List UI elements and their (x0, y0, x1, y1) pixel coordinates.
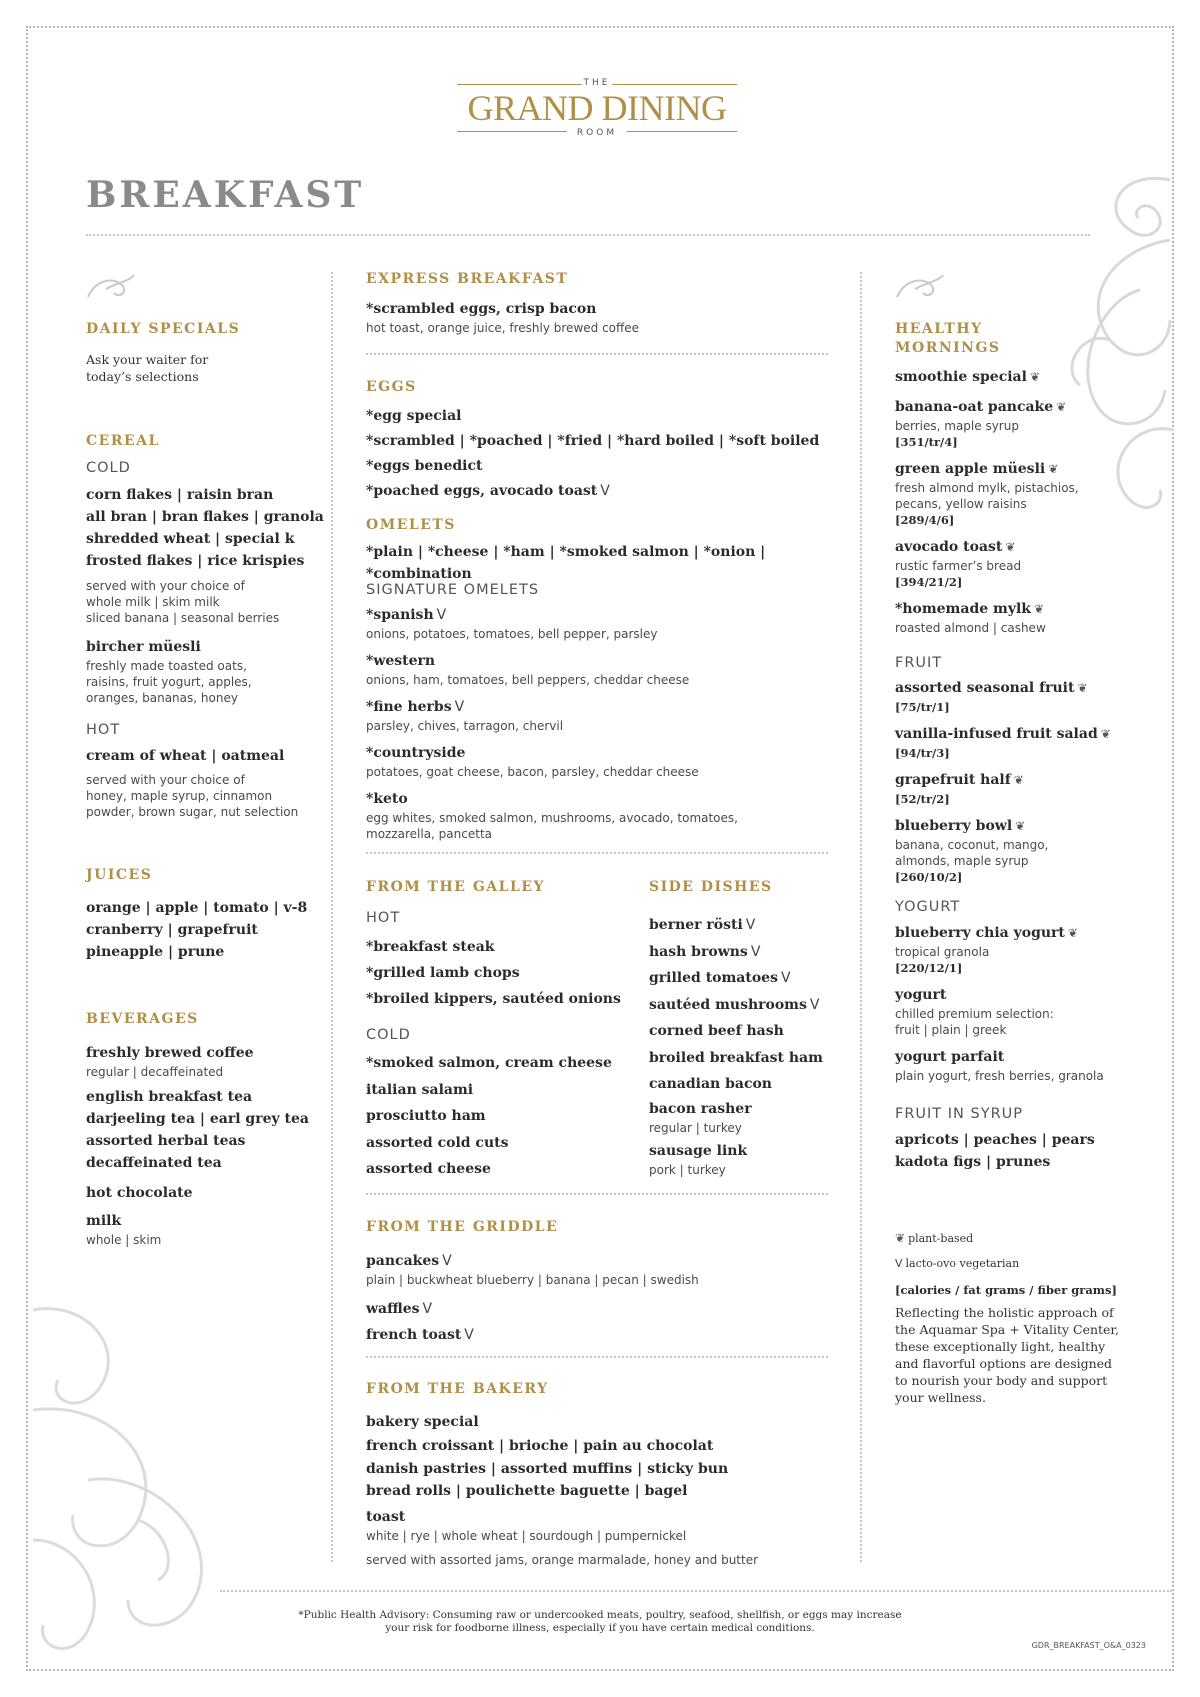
menu-item: assorted cheese (366, 1161, 491, 1177)
menu-item: cranberry | grapefruit (86, 922, 258, 938)
leaf-icon: ❦ (895, 1231, 906, 1245)
menu-item: *breakfast steak (366, 939, 495, 955)
menu-item: *spanish (366, 607, 434, 623)
menu-item: *poached eggs, avocado toast (366, 483, 598, 499)
item-description: whole | skim (86, 1233, 162, 1247)
item-description: mozzarella, pancetta (366, 827, 493, 841)
menu-item: yogurt parfait (895, 1049, 1005, 1065)
ornament-scroll-icon (28, 1290, 248, 1670)
vegetarian-v-icon: V (454, 699, 465, 715)
omelets-heading: OMELETS (366, 517, 456, 533)
leaf-icon: ❦ (1067, 926, 1078, 940)
galley-cold-label: COLD (366, 1027, 411, 1043)
item-description: plain yogurt, fresh berries, granola (895, 1069, 1104, 1083)
item-description: raisins, fruit yogurt, apples, (86, 675, 252, 689)
item-description: rustic farmer’s bread (895, 559, 1022, 573)
item-description: almonds, maple syrup (895, 854, 1029, 868)
menu-item: english breakfast tea (86, 1089, 253, 1105)
fruit-in-syrup-label: FRUIT IN SYRUP (895, 1106, 1023, 1122)
beverages-heading: BEVERAGES (86, 1011, 199, 1027)
leaf-icon: ❦ (1013, 773, 1024, 787)
menu-item: corned beef hash (649, 1023, 784, 1039)
menu-item: blueberry bowl (895, 818, 1013, 834)
menu-item: bircher müesli (86, 639, 201, 655)
leaf-icon: ❦ (1029, 370, 1040, 384)
item-description: parsley, chives, tarragon, chervil (366, 719, 564, 733)
menu-item: broiled breakfast ham (649, 1049, 823, 1066)
logo-name: GRAND DINING (467, 88, 727, 128)
vegetarian-v-icon: V (600, 483, 610, 499)
menu-item: *smoked salmon, cream cheese (366, 1055, 612, 1071)
section-divider (366, 1193, 828, 1195)
leaf-icon: ❦ (1100, 727, 1111, 741)
menu-item: kadota figs | prunes (895, 1154, 1051, 1170)
column-divider (860, 272, 862, 1562)
leaf-icon: ❦ (1077, 681, 1088, 695)
logo-bottom: ROOM (576, 128, 618, 138)
daily-specials-text: Ask your waiter for (86, 352, 209, 367)
nutrition-values: [220/12/1] (895, 961, 963, 975)
vegetarian-v-icon: V (809, 996, 820, 1013)
signature-omelets-label: SIGNATURE OMELETS (366, 582, 540, 598)
eggs-heading: EGGS (366, 379, 417, 395)
legend (895, 1230, 1135, 1406)
item-description: chilled premium selection: (895, 1007, 1054, 1021)
item-description: served with your choice of (86, 773, 245, 787)
item-description: fruit | plain | greek (895, 1023, 1007, 1037)
menu-item: milk (86, 1213, 122, 1229)
menu-item: sautéed mushrooms (649, 996, 807, 1013)
item-description: powder, brown sugar, nut selection (86, 805, 299, 819)
menu-item: pancakes (366, 1253, 440, 1269)
wellness-text: to nourish your body and support (895, 1373, 1108, 1388)
menu-item: freshly brewed coffee (86, 1045, 254, 1061)
health-advisory (260, 1609, 940, 1635)
document-code: GDR_BREAKFAST_O&A_0323 (1031, 1641, 1146, 1650)
legend-nutrition-key: [calories / fat grams / fiber grams] (895, 1283, 1117, 1297)
menu-item: danish pastries | assorted muffins | sticky bun (366, 1461, 729, 1477)
menu-item: assorted seasonal fruit (895, 680, 1075, 696)
menu-item: *keto (366, 791, 408, 807)
menu-item: prosciutto ham (366, 1108, 486, 1124)
galley-hot-label: HOT (366, 910, 401, 926)
nutrition-values: [289/4/6] (895, 513, 955, 527)
menu-item: corn flakes | raisin bran (86, 487, 274, 503)
menu-item: cream of wheat | oatmeal (86, 748, 285, 764)
menu-item: avocado toast (895, 539, 1003, 555)
menu-item: french croissant | brioche | pain au chocolat (366, 1438, 714, 1454)
menu-item: green apple müesli (895, 461, 1046, 477)
menu-item: banana-oat pancake (895, 399, 1054, 415)
item-description: oranges, bananas, honey (86, 691, 238, 705)
item-description: served with your choice of (86, 579, 245, 593)
yogurt-label: YOGURT (895, 899, 961, 915)
vegetarian-v-icon: V (750, 943, 761, 960)
vegetarian-v-icon: V (422, 1301, 433, 1317)
side-dishes-heading: SIDE DISHES (649, 879, 773, 895)
menu-item: hash browns (649, 943, 748, 960)
menu-item: decaffeinated tea (86, 1155, 222, 1171)
menu-item: grapefruit half (895, 772, 1011, 788)
menu-item: *scrambled | *poached | *fried | *hard boiled | *soft boiled (366, 433, 820, 449)
ornament-scroll-icon (895, 273, 945, 301)
section-divider (366, 353, 828, 355)
vegetarian-v-icon: V (442, 1253, 452, 1269)
legend-vegetarian: lacto-ovo vegetarian (905, 1257, 1020, 1270)
menu-item: berner rösti (649, 917, 743, 933)
leaf-icon: ❦ (1056, 400, 1067, 414)
title-divider (86, 234, 1090, 236)
section-divider (366, 1356, 828, 1358)
wellness-text: these exceptionally light, healthy (895, 1339, 1106, 1354)
wellness-text: Reflecting the holistic approach of (895, 1305, 1114, 1320)
menu-item: hot chocolate (86, 1185, 193, 1201)
menu-item: assorted herbal teas (86, 1133, 246, 1149)
nutrition-values: [394/21/2] (895, 575, 963, 589)
leaf-icon: ❦ (1048, 462, 1059, 476)
menu-item: *eggs benedict (366, 458, 483, 474)
item-description: banana, coconut, mango, (895, 838, 1049, 852)
item-description: pecans, yellow raisins (895, 497, 1027, 511)
menu-item: frosted flakes | rice krispies (86, 553, 305, 569)
nutrition-values: [75/tr/1] (895, 700, 950, 714)
vegetarian-v-icon: V (745, 917, 756, 933)
item-description: fresh almond mylk, pistachios, (895, 481, 1079, 495)
cereal-hot-label: HOT (86, 722, 121, 738)
menu-item: bread rolls | poulichette baguette | bagel (366, 1483, 688, 1499)
logo (452, 78, 742, 138)
footer-divider (220, 1590, 1172, 1592)
griddle-heading: FROM THE GRIDDLE (366, 1219, 559, 1235)
leaf-icon: ❦ (1033, 602, 1045, 616)
menu-item: orange | apple | tomato | v-8 (86, 900, 308, 916)
item-description: hot toast, orange juice, freshly brewed coffee (366, 321, 640, 335)
vegetarian-v-icon: V (436, 607, 447, 623)
item-description: served with assorted jams, orange marmalade, honey and butter (366, 1553, 759, 1567)
logo-top: THE (583, 78, 611, 88)
nutrition-values: [52/tr/2] (895, 792, 950, 806)
item-description: plain | buckwheat blueberry | banana | pecan | swedish (366, 1273, 699, 1287)
cereal-heading: CEREAL (86, 433, 160, 449)
wellness-text: the Aquamar Spa + Vitality Center, (895, 1322, 1120, 1337)
wellness-text: your wellness. (895, 1390, 986, 1405)
menu-item: smoothie special (895, 369, 1027, 385)
nutrition-values: [260/10/2] (895, 870, 963, 884)
daily-specials-heading: DAILY SPECIALS (86, 321, 241, 337)
menu-item: toast (366, 1509, 406, 1525)
menu-item: *countryside (366, 745, 466, 761)
health-advisory-line: *Public Health Advisory: Consuming raw or undercooked meats, poultry, seafood, shellfish, or eggs may increase (298, 1609, 902, 1621)
item-description: roasted almond | cashew (895, 621, 1046, 635)
menu-item: vanilla-infused fruit salad (895, 726, 1098, 742)
leaf-icon: ❦ (1015, 819, 1026, 833)
menu-item: *egg special (366, 408, 462, 424)
item-description: whole milk | skim milk (86, 595, 220, 609)
menu-item: french toast (366, 1327, 462, 1343)
fruit-label: FRUIT (895, 655, 943, 671)
menu-item: sausage link (649, 1142, 748, 1159)
bakery-heading: FROM THE BAKERY (366, 1381, 549, 1397)
daily-specials-text: today’s selections (86, 369, 199, 384)
healthy-heading: HEALTHY (895, 321, 983, 337)
leaf-icon: ❦ (1005, 540, 1016, 554)
menu-item: blueberry chia yogurt (895, 925, 1065, 941)
menu-item: darjeeling tea | earl grey tea (86, 1111, 309, 1127)
item-description: tropical granola (895, 945, 990, 959)
menu-item: *broiled kippers, sautéed onions (366, 991, 621, 1007)
nutrition-values: [351/tr/4] (895, 435, 958, 449)
juices-heading: JUICES (86, 867, 153, 883)
menu-item: grilled tomatoes (649, 970, 778, 986)
menu-item: *fine herbs (366, 699, 452, 715)
menu-item: yogurt (895, 987, 947, 1003)
menu-item: *plain | *cheese | *ham | *smoked salmon | *onion | *combination (366, 544, 766, 582)
section-divider (366, 852, 828, 854)
item-description: freshly made toasted oats, (86, 659, 247, 673)
menu-item: bakery special (366, 1414, 479, 1430)
cereal-cold-label: COLD (86, 460, 131, 476)
healthy-heading: MORNINGS (895, 340, 1001, 356)
legend-plant-based: plant-based (908, 1232, 974, 1245)
item-description: regular | decaffeinated (86, 1065, 224, 1079)
menu-item: pineapple | prune (86, 944, 225, 960)
menu-item: *homemade mylk (895, 601, 1031, 617)
wellness-text: and flavorful options are designed (895, 1356, 1113, 1371)
health-advisory-line: your risk for foodborne illness, especially if you have certain medical conditions. (385, 1622, 815, 1634)
item-description: berries, maple syrup (895, 419, 1019, 433)
item-description: onions, ham, tomatoes, bell peppers, cheddar cheese (366, 673, 690, 687)
ornament-scroll-icon (86, 273, 136, 301)
menu-item: *western (366, 653, 436, 669)
menu-item: waffles (366, 1301, 420, 1317)
vegetarian-v-icon: V (780, 970, 791, 986)
menu-item: bacon rasher (649, 1100, 752, 1117)
menu-item: shredded wheat | special k (86, 531, 295, 547)
item-description: egg whites, smoked salmon, mushrooms, avocado, tomatoes, (366, 811, 738, 825)
menu-item: *grilled lamb chops (366, 965, 520, 981)
item-description: honey, maple syrup, cinnamon (86, 789, 273, 803)
item-description: onions, potatoes, tomatoes, bell pepper, parsley (366, 627, 658, 641)
menu-item: all bran | bran flakes | granola (86, 509, 324, 525)
page-title: BREAKFAST (86, 174, 365, 216)
menu-item: *scrambled eggs, crisp bacon (366, 301, 597, 317)
vegetarian-v-icon: V (464, 1327, 474, 1343)
express-heading: EXPRESS BREAKFAST (366, 271, 569, 287)
item-description: white | rye | whole wheat | sourdough | pumpernickel (366, 1529, 687, 1543)
menu-item: assorted cold cuts (366, 1134, 509, 1151)
item-description: regular | turkey (649, 1120, 742, 1135)
menu-item: italian salami (366, 1081, 474, 1098)
item-description: sliced banana | seasonal berries (86, 611, 280, 625)
item-description: pork | turkey (649, 1162, 726, 1177)
nutrition-values: [94/tr/3] (895, 746, 950, 760)
vegetarian-v-icon: V (895, 1257, 903, 1270)
item-description: potatoes, goat cheese, bacon, parsley, cheddar cheese (366, 765, 699, 779)
galley-heading: FROM THE GALLEY (366, 879, 546, 895)
menu-item: canadian bacon (649, 1076, 772, 1092)
menu-item: apricots | peaches | pears (895, 1132, 1095, 1148)
